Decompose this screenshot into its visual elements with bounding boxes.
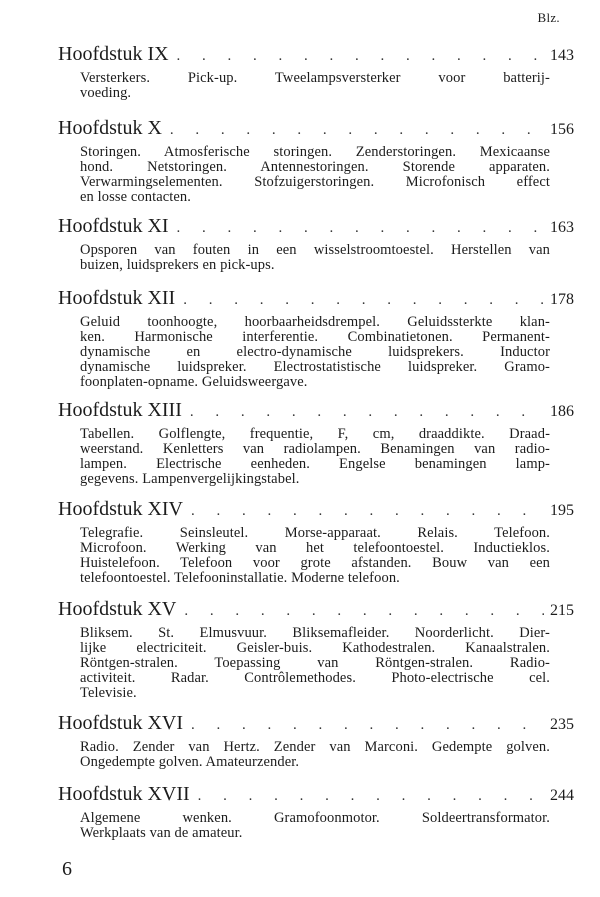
chapter-heading — [56, 286, 574, 312]
description-line: Röntgen-stralen. Toepassing van Röntgen-stralen. Radio- — [80, 655, 550, 671]
chapter-heading — [56, 214, 574, 240]
description-line: Opsporen van fouten in een wisselstroomtoestel. Herstellen van — [80, 242, 550, 258]
chapter-page: 178 — [550, 291, 574, 308]
description-line: activiteit. Radar. Contrôlemethodes. Photo-electrische cel. — [80, 670, 550, 686]
chapter-page: 156 — [550, 121, 574, 138]
chapter-description — [80, 71, 550, 101]
description-line: Geluid toonhoogte, hoorbaarheidsdrempel. Geluidssterkte klan- — [80, 314, 550, 330]
chapter-title: Hoofdstuk XIV — [58, 498, 183, 520]
chapter-entry — [56, 597, 574, 701]
chapter-title: Hoofdstuk XVII — [58, 783, 190, 805]
description-line: Radio. Zender van Hertz. Zender van Marconi. Gedempte golven. — [80, 739, 550, 755]
description-line: Werkplaats van de amateur. — [80, 825, 243, 841]
chapter-title: Hoofdstuk XI — [58, 215, 169, 237]
chapter-heading — [56, 116, 574, 142]
description-line: dynamische en electro-dynamische luidsprekers. Inductor — [80, 344, 550, 360]
chapter-page: 143 — [550, 47, 574, 64]
chapter-title: Hoofdstuk XIII — [58, 399, 182, 421]
chapter-title: Hoofdstuk X — [58, 117, 162, 139]
chapter-page: 244 — [550, 787, 574, 804]
description-line: voeding. — [80, 85, 132, 101]
description-line: gegevens. Lampenvergelijkingstabel. — [80, 471, 300, 487]
dot-leader — [191, 499, 544, 523]
description-line: Microfoon. Werking van het telefoontoestel. Inductieklos. — [80, 540, 550, 556]
dot-leader — [190, 400, 544, 424]
page-number: 6 — [62, 858, 72, 880]
description-line: Tabellen. Golflengte, frequentie, F, cm, draaddikte. Draad- — [80, 426, 550, 442]
description-line: ken. Harmonische interferentie. Combinatietonen. Permanent- — [80, 329, 550, 345]
chapter-title: Hoofdstuk XV — [58, 598, 177, 620]
chapter-description — [80, 626, 550, 701]
description-line: hond. Netstoringen. Antennestoringen. Storende apparaten. — [80, 159, 550, 175]
chapter-title: Hoofdstuk IX — [58, 43, 169, 65]
description-line: lampen. Electrische eenheden. Engelse benamingen lamp- — [80, 456, 550, 472]
description-line: lijke electriciteit. Geisler-buis. Kathodestralen. Kanaalstralen. — [80, 640, 550, 656]
chapter-page: 163 — [550, 219, 574, 236]
description-line: Telegrafie. Seinsleutel. Morse-apparaat. Relais. Telefoon. — [80, 525, 550, 541]
description-line: Algemene wenken. Gramofoonmotor. Soldeertransformator. — [80, 810, 550, 826]
chapter-page: 215 — [550, 602, 574, 619]
description-line: dynamische luidspreker. Electrostatistische luidspreker. Gramo- — [80, 359, 550, 375]
chapter-heading — [56, 597, 574, 623]
chapter-heading — [56, 782, 574, 808]
chapter-entry — [56, 497, 574, 586]
dot-leader — [183, 288, 544, 312]
chapter-description — [80, 811, 550, 841]
description-line: foonplaten-opname. Geluidsweergave. — [80, 374, 308, 390]
chapter-entry — [56, 398, 574, 487]
chapter-entry — [56, 782, 574, 841]
chapter-description — [80, 145, 550, 205]
chapter-entry — [56, 711, 574, 770]
dot-leader — [191, 713, 544, 737]
chapter-description — [80, 315, 550, 390]
chapter-entry — [56, 42, 574, 101]
description-line: Verwarmingselementen. Stofzuigerstoringen. Microfonisch effect — [80, 174, 550, 190]
chapter-description — [80, 243, 550, 273]
chapter-description — [80, 740, 550, 770]
chapter-entry — [56, 286, 574, 390]
chapter-heading — [56, 398, 574, 424]
description-line: Bliksem. St. Elmusvuur. Bliksemafleider. Noorderlicht. Dier- — [80, 625, 550, 641]
description-line: buizen, luidsprekers en pick-ups. — [80, 257, 275, 273]
dot-leader — [170, 118, 544, 142]
description-line: weerstand. Kenletters van radiolampen. Benamingen van radio- — [80, 441, 550, 457]
description-line: Televisie. — [80, 685, 137, 701]
dot-leader — [177, 216, 544, 240]
dot-leader — [177, 44, 544, 68]
chapter-page: 186 — [550, 403, 574, 420]
description-line: Versterkers. Pick-up. Tweelampsversterker voor batterij- — [80, 70, 550, 86]
chapter-heading — [56, 497, 574, 523]
description-line: en losse contacten. — [80, 189, 192, 205]
chapter-description — [80, 526, 550, 586]
dot-leader — [198, 784, 544, 808]
dot-leader — [184, 599, 544, 623]
chapter-page: 235 — [550, 716, 574, 733]
description-line: Ongedempte golven. Amateurzender. — [80, 754, 300, 770]
description-line: Storingen. Atmosferische storingen. Zenderstoringen. Mexicaanse — [80, 144, 550, 160]
chapter-title: Hoofdstuk XII — [58, 287, 176, 309]
chapter-description — [80, 427, 550, 487]
description-line: Huistelefoon. Telefoon voor grote afstanden. Bouw van een — [80, 555, 550, 571]
description-line: telefoontoestel. Telefooninstallatie. Moderne telefoon. — [80, 570, 400, 586]
chapter-page: 195 — [550, 502, 574, 519]
chapter-heading — [56, 711, 574, 737]
chapter-title: Hoofdstuk XVI — [58, 712, 183, 734]
chapter-entry — [56, 214, 574, 273]
page-column-label: Blz. — [537, 10, 560, 25]
chapter-entry — [56, 116, 574, 205]
chapter-heading — [56, 42, 574, 68]
